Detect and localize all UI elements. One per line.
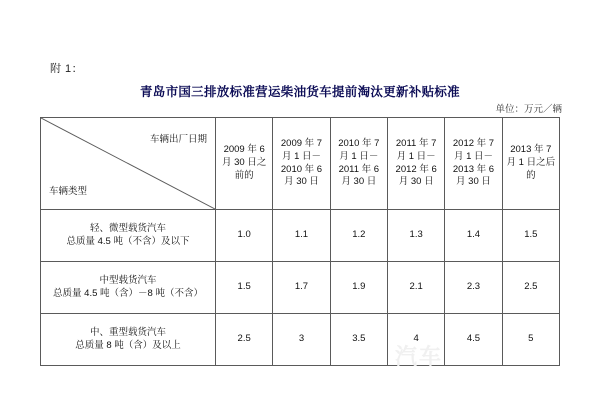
page-title: 青岛市国三排放标准营运柴油货车提前淘汰更新补贴标准 — [139, 85, 460, 99]
cell-r3c6: 5 — [502, 314, 559, 366]
cell-r3c4: 4 — [387, 314, 444, 366]
cell-r3c1: 2.5 — [216, 314, 273, 366]
cell-r2c5: 2.3 — [445, 262, 502, 314]
column-header-cell-6: 2013 年 7 月 1 日之后的 — [502, 118, 559, 210]
cell-r2c2: 1.7 — [273, 262, 330, 314]
row-label-line1: 中型载货汽车 — [99, 274, 157, 286]
table-row — [41, 210, 560, 262]
row-label-line2: 总质量 4.5 吨（不含）及以下 — [66, 235, 190, 247]
cell-r3c2: 3 — [273, 314, 330, 366]
row-label-line1: 中、重型载货汽车 — [89, 326, 166, 338]
cell-r3c3: 3.5 — [330, 314, 387, 366]
cell-r1c6: 1.5 — [502, 210, 559, 262]
cell-r1c4: 1.3 — [387, 210, 444, 262]
column-header-cell-1: 2009 年 6 月 30 日之前的 — [216, 118, 273, 210]
row-label-line2: 总质量 8 吨（含）及以上 — [75, 339, 181, 351]
row-label-cell-2 — [41, 262, 216, 314]
table-header-row — [41, 118, 560, 210]
row-label-cell-3 — [41, 314, 216, 366]
table-corner-cell — [41, 118, 216, 210]
cell-r1c3: 1.2 — [330, 210, 387, 262]
cell-r1c1: 1.0 — [216, 210, 273, 262]
table-row — [41, 314, 560, 366]
row-axis-label: 车辆类型 — [49, 186, 88, 198]
row-label-cell-1 — [41, 210, 216, 262]
cell-r2c6: 2.5 — [502, 262, 559, 314]
attachment-label: 附 1： — [50, 63, 84, 75]
column-header-cell-2: 2009 年 7 月 1 日－2010 年 6 月 30 日 — [273, 118, 330, 210]
table-row — [41, 262, 560, 314]
row-label-line1: 轻、微型载货汽车 — [89, 222, 166, 234]
subsidy-standard-table — [40, 117, 560, 366]
row-label-line2: 总质量 4.5 吨（含）－8 吨（不含） — [53, 287, 203, 299]
column-header-cell-3: 2010 年 7 月 1 日－2011 年 6 月 30 日 — [330, 118, 387, 210]
column-header-cell-4: 2011 年 7 月 1 日－2012 年 6 月 30 日 — [387, 118, 444, 210]
cell-r1c2: 1.1 — [273, 210, 330, 262]
watermark: 汽车 — [395, 344, 444, 369]
cell-r2c3: 1.9 — [330, 262, 387, 314]
column-axis-label: 车辆出厂日期 — [149, 134, 207, 145]
unit-note: 单位：万元／辆 — [495, 104, 562, 115]
cell-r2c1: 1.5 — [216, 262, 273, 314]
cell-r1c5: 1.4 — [445, 210, 502, 262]
cell-r3c5: 4.5 — [445, 314, 502, 366]
column-header-cell-5: 2012 年 7 月 1 日－2013 年 6 月 30 日 — [445, 118, 502, 210]
cell-r2c4: 2.1 — [387, 262, 444, 314]
